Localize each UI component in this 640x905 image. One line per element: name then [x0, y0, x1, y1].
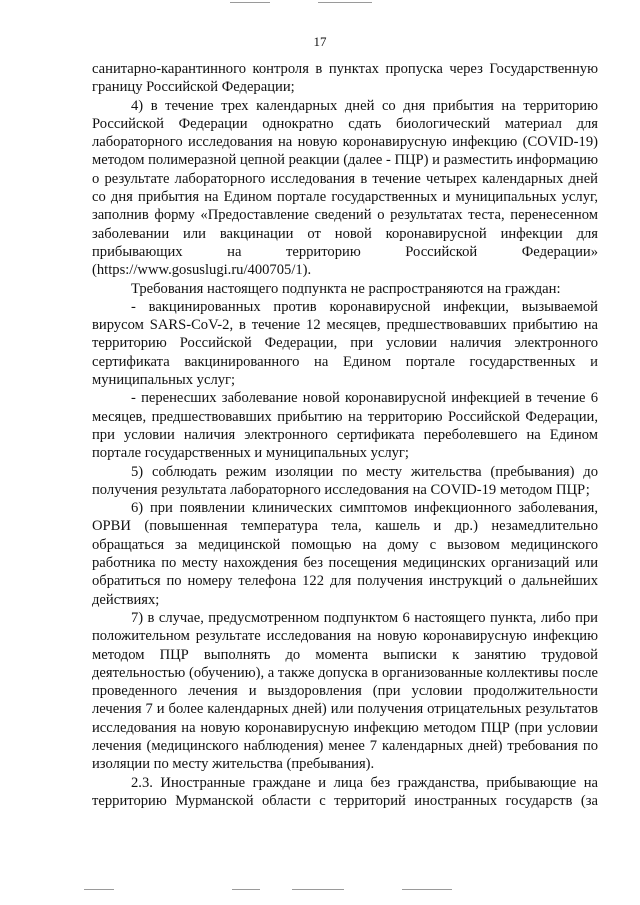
paragraph-exemption-vaccinated: - вакцинированных против коронавирусной инфекции, вызываемой вирусом SARS-CoV-2, в течение 12 месяцев, предшествовавших прибытию на территорию Российской Федерации, при условии наличия электронного сертификата вакцинированного на Едином портале государственных и муниципальных услуг;: [92, 298, 598, 389]
scan-artifact-bottom-2: [232, 889, 260, 890]
paragraph-exemption-intro: Требования настоящего подпункта не распространяются на граждан:: [131, 280, 561, 297]
scan-artifact-bottom-1: [84, 889, 114, 890]
paragraph-item-6: 6) при появлении клинических симптомов инфекционного заболевания, ОРВИ (повышенная температура тела, кашель и др.) незамедлительно обращаться за медицинской помощью на дому с вызовом медицинского работника по месту нахождения без посещения медицинских организаций или обратиться по номеру телефона 122 для получения инструкций о дальнейших действиях;: [92, 500, 598, 608]
paragraph-item-5: 5) соблюдать режим изоляции по месту жительства (пребывания) до получения результата лабораторного исследования на COVID-19 методом ПЦР;: [92, 463, 598, 498]
scan-artifact-bottom-3: [292, 889, 344, 890]
scan-artifact-top-left: [230, 2, 270, 3]
scan-artifact-bottom-4: [402, 889, 452, 890]
scan-artifact-top-right: [318, 2, 372, 3]
paragraph-exemption-recovered: - перенесших заболевание новой коронавирусной инфекцией в течение 6 месяцев, предшествовавших прибытию на территорию Российской Федерации, при условии наличия электронного сертификата переболевшего на Едином портале государственных и муниципальных услуг;: [92, 390, 598, 462]
page-number: 17: [313, 34, 327, 49]
paragraph-item-7: 7) в случае, предусмотренном подпунктом 6 настоящего пункта, либо при положительном результате исследования на новую коронавирусную инфекцию методом ПЦР выполнять до момента выписки к занятию трудовой деятельностью (обучению), а также допуска в организованные коллективы после проведенного лечения и выздоровления (при условии продолжительности лечения 7 и более календарных дней) или получения отрицательных результатов исследования на новую коронавирусную инфекцию методом ПЦР (при условии лечения (медицинского наблюдения) менее 7 календарных дней) требования по изоляции по месту жительства (пребывания).: [92, 609, 598, 773]
paragraph-section-2-3: 2.3. Иностранные граждане и лица без гражданства, прибывающие на территорию Мурманской области с территорий иностранных государств (за: [92, 774, 598, 809]
paragraph-item-4: 4) в течение трех календарных дней со дня прибытия на территорию Российской Федерации однократно сдать биологический материал для лабораторного исследования на новую коронавирусную инфекцию (COVID-19) методом полимеразной цепной реакции (далее - ПЦР) и разместить информацию о результате лабораторного исследования в течение четырех календарных дней со дня прибытия на Едином портале государственных и муниципальных услуг, заполнив форму «Предоставление сведений о результатах теста, перенесенном заболевании или вакцинации от новой коронавирусной инфекции для прибывающих на территорию Российской Федерации» (https://www.gosuslugi.ru/400705/1).: [92, 97, 598, 279]
document-body: [92, 60, 598, 810]
paragraph-continuation: санитарно-карантинного контроля в пунктах пропуска через Государственную границу Российской Федерации;: [92, 61, 598, 96]
